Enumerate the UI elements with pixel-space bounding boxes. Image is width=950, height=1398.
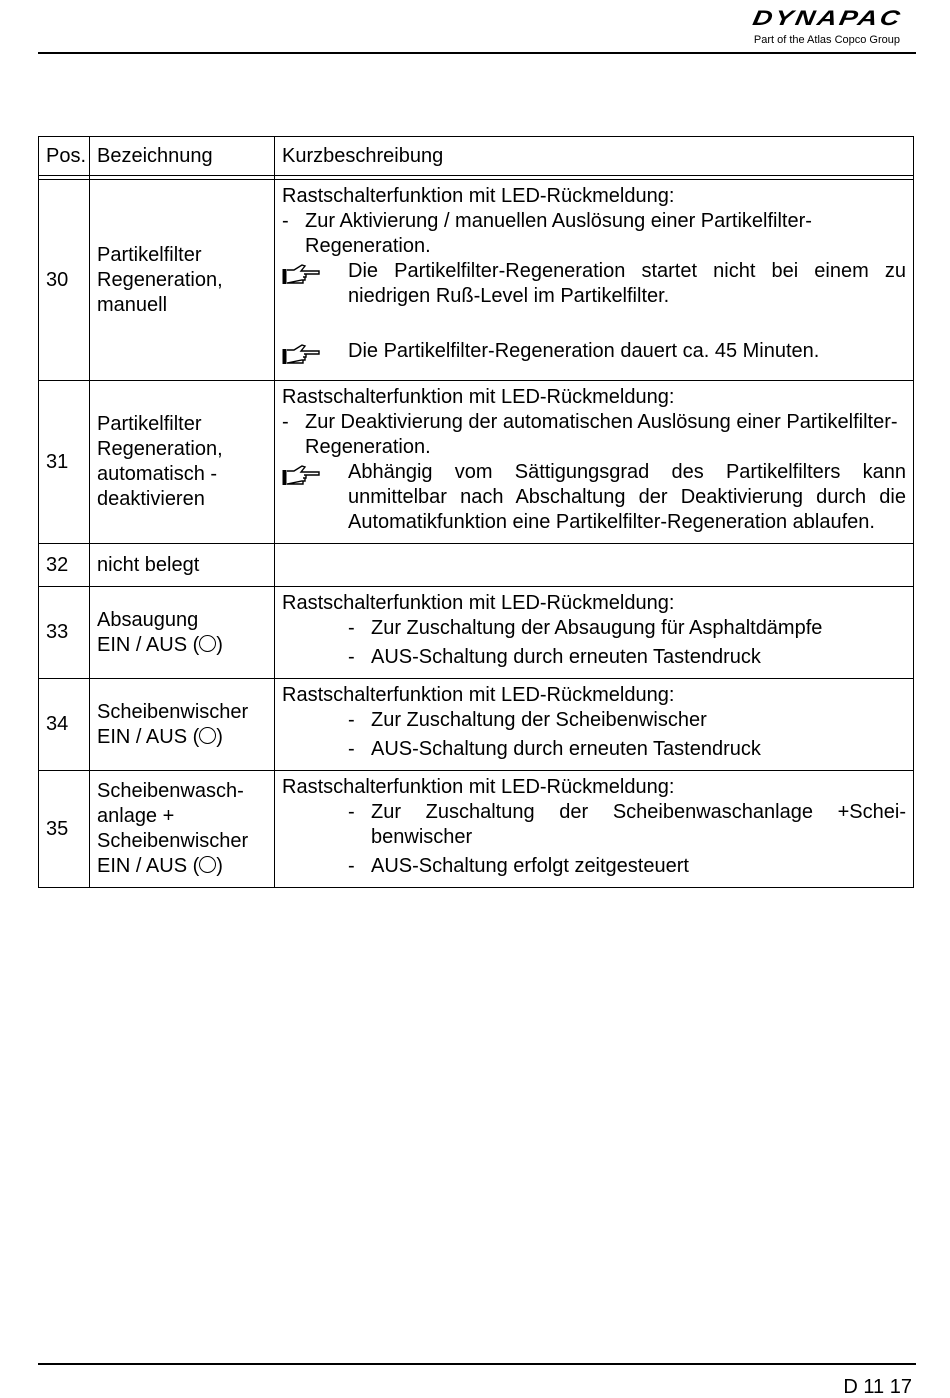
header-pos: Pos. bbox=[39, 137, 90, 176]
control-description-table bbox=[38, 136, 914, 888]
row-name: Scheibenwischer EIN / AUS ( ) bbox=[90, 679, 275, 771]
row-description bbox=[275, 381, 914, 544]
list-item: - AUS-Schaltung durch erneuten Tastendruck bbox=[348, 738, 761, 760]
note: Die Partikelfilter-Regeneration dauert ca. 45 Minuten. bbox=[282, 339, 906, 372]
table-row bbox=[39, 544, 914, 587]
description-intro: Rastschalterfunktion mit LED-Rückmeldung: bbox=[282, 684, 675, 706]
note: Die Partikelfilter-Regeneration startet nicht bei einem zu niedrigen Ruß-Level im Partikelfilter. bbox=[282, 259, 906, 309]
description-intro: Rastschalterfunktion mit LED-Rückmeldung: bbox=[282, 185, 675, 207]
table-row bbox=[39, 771, 914, 888]
row-name: Absaugung EIN / AUS ( ) bbox=[90, 587, 275, 679]
row-description bbox=[275, 180, 914, 381]
list-item: - AUS-Schaltung erfolgt zeitgesteuert bbox=[348, 855, 689, 877]
row-description bbox=[275, 771, 914, 888]
header-description: Kurzbeschreibung bbox=[275, 137, 914, 176]
row-pos: 31 bbox=[39, 381, 90, 544]
list-item: - Zur Aktivierung / manuellen Auslösung einer Partikelfilter-Regeneration. bbox=[282, 210, 812, 257]
row-pos: 35 bbox=[39, 771, 90, 888]
header-rule bbox=[38, 52, 916, 54]
row-name: Partikelfilter Regeneration, manuell bbox=[90, 180, 275, 381]
description-intro: Rastschalterfunktion mit LED-Rückmeldung: bbox=[282, 386, 675, 408]
table-row bbox=[39, 587, 914, 679]
brand-wordmark: DYNAPAC bbox=[750, 6, 905, 30]
header-name: Bezeichnung bbox=[90, 137, 275, 176]
footer-rule bbox=[38, 1363, 916, 1365]
pointing-hand-icon bbox=[282, 259, 348, 309]
description-intro: Rastschalterfunktion mit LED-Rückmeldung: bbox=[282, 592, 675, 614]
row-description bbox=[275, 587, 914, 679]
row-description bbox=[275, 679, 914, 771]
row-name: Partikelfilter Regeneration, automatisch - deaktivieren bbox=[90, 381, 275, 544]
table-header-row bbox=[39, 137, 914, 176]
list-item: - Zur Deaktivierung der automatischen Auslösung einer Partikelfilter-Regeneration. bbox=[282, 411, 898, 458]
row-pos: 32 bbox=[39, 544, 90, 587]
table-row bbox=[39, 381, 914, 544]
table-row bbox=[39, 180, 914, 381]
brand-logo bbox=[682, 4, 905, 46]
pointing-hand-icon bbox=[282, 339, 348, 372]
list-item: - Zur Zuschaltung der Scheibenwaschanlage +Schei-benwischer bbox=[348, 801, 906, 848]
row-name: Scheibenwasch- anlage + Scheibenwischer EIN / AUS ( ) bbox=[90, 771, 275, 888]
pointing-hand-icon bbox=[282, 460, 348, 535]
off-circle-icon bbox=[199, 727, 216, 744]
off-circle-icon bbox=[199, 635, 216, 652]
row-name: nicht belegt bbox=[90, 544, 275, 587]
note: Abhängig vom Sättigungsgrad des Partikelfilters kann unmittelbar nach Abschaltung der Deaktivierung durch die Automatikfunktion eine Partikelfilter-Regeneration ablaufen. bbox=[282, 460, 906, 535]
row-description bbox=[275, 544, 914, 587]
row-pos: 33 bbox=[39, 587, 90, 679]
list-item: - Zur Zuschaltung der Absaugung für Asphaltdämpfe bbox=[348, 617, 823, 639]
row-pos: 34 bbox=[39, 679, 90, 771]
table-row bbox=[39, 679, 914, 771]
row-pos: 30 bbox=[39, 180, 90, 381]
brand-subtitle: Part of the Atlas Copco Group bbox=[753, 34, 900, 46]
description-intro: Rastschalterfunktion mit LED-Rückmeldung: bbox=[282, 776, 675, 798]
page-number: D 11 17 bbox=[843, 1376, 912, 1398]
list-item: - AUS-Schaltung durch erneuten Tastendruck bbox=[348, 646, 761, 668]
list-item: - Zur Zuschaltung der Scheibenwischer bbox=[348, 709, 707, 731]
off-circle-icon bbox=[199, 856, 216, 873]
